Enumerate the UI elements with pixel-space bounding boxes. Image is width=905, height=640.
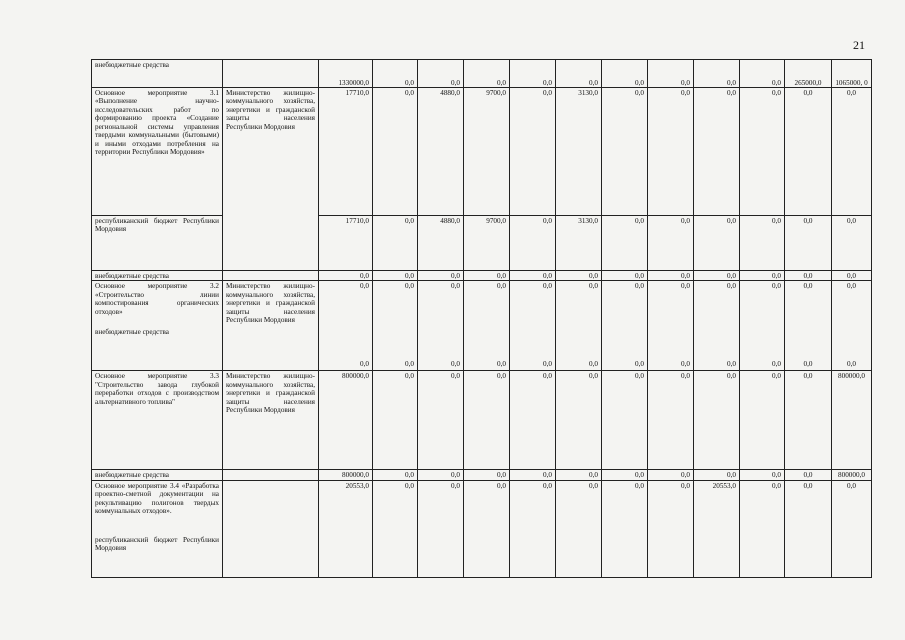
row0-col-9: 0,0: [694, 60, 740, 88]
value-top: 0,0: [405, 282, 414, 291]
measure-3-2-col-4: [464, 281, 510, 371]
measure-3-3-col-9: 0,0: [694, 371, 740, 470]
measure-3-4-col-1: 20553,0: [319, 480, 373, 577]
value-bottom: 0,0: [727, 360, 736, 368]
measure-3-2-col-7: [602, 281, 648, 371]
measure-3-3-col-5: 0,0: [510, 371, 556, 470]
table-row: [92, 480, 872, 577]
value-top: 0,0: [543, 282, 552, 291]
measure-3-4-col-11: 0,0: [785, 480, 832, 577]
measure-3-1-republic-col-10: 0,0: [740, 216, 785, 271]
value-top: 0,0: [772, 282, 781, 291]
value-top: 0,0: [635, 282, 644, 291]
measure-3-3-extrabudget-col-7: 0,0: [602, 470, 648, 480]
measure-3-3-extrabudget-label: внебюджетные средства: [92, 470, 223, 480]
measure-3-1-col-5: 0,0: [510, 88, 556, 216]
measure-3-1-republic-col-4: 9700,0: [464, 216, 510, 271]
table-row: [92, 281, 872, 371]
measure-3-2-sub-label: внебюджетные средства: [95, 328, 169, 337]
measure-3-2-label: Основное мероприятие 3.2 «Строительство линии компостирования органических отходов»: [95, 282, 219, 316]
value-top: 0,0: [360, 282, 369, 291]
value-bottom: 0,0: [497, 360, 506, 368]
measure-3-4-col-9: 20553,0: [694, 480, 740, 577]
measure-3-3-extrabudget-col-10: 0,0: [740, 470, 785, 480]
measure-3-1-col-9: 0,0: [694, 88, 740, 216]
measure-3-1-extrabudget-col-11: 0,0: [785, 271, 832, 281]
value-bottom: 0,0: [543, 360, 552, 368]
measure-3-1-republic-col-1: 17710,0: [319, 216, 373, 271]
value-top: 0,0: [451, 282, 460, 291]
row0-col-2: 0,0: [373, 60, 418, 88]
measure-3-3-col-11: 0,0: [785, 371, 832, 470]
measure-3-4-executor: [223, 480, 319, 577]
measure-3-3-col-8: 0,0: [648, 371, 694, 470]
measure-3-3-executor: Министерство жилищно-коммунального хозяйства, энергетики и гражданской защиты населения Республики Мордовия: [223, 371, 319, 470]
table-row: [92, 271, 872, 281]
measure-3-1-col-6: 3130,0: [556, 88, 602, 216]
page-number: 21: [853, 38, 865, 52]
measure-3-1-col-1: 17710,0: [319, 88, 373, 216]
executor-cell: [223, 60, 319, 88]
measure-3-2-col-6: [556, 281, 602, 371]
measure-3-1-extrabudget-col-5: 0,0: [510, 271, 556, 281]
measure-3-3-col-7: 0,0: [602, 371, 648, 470]
measure-3-4-label: Основное мероприятие 3.4 «Разработка проектно-сметной документации на рекультивацию полигонов твердых коммунальных отходов».: [95, 481, 219, 516]
measure-3-4-label-cell: [92, 480, 223, 577]
measure-3-2-col-5: [510, 281, 556, 371]
measure-3-1-republic-col-7: 0,0: [602, 216, 648, 271]
measure-3-1-extrabudget-col-3: 0,0: [418, 271, 464, 281]
measure-3-3-extrabudget-col-1: 800000,0: [319, 470, 373, 480]
measure-3-3-label: Основное мероприятие 3.3 "Строительство завода глубокой переработки отходов с производством альтернативного топлива": [92, 371, 223, 470]
measure-3-1-extrabudget-col-10: 0,0: [740, 271, 785, 281]
measure-3-4-col-2: 0,0: [373, 480, 418, 577]
measure-3-1-extrabudget-col-12: 0,0: [832, 271, 872, 281]
executor-cell: [223, 271, 319, 281]
table-row: [92, 60, 872, 88]
measure-3-4-col-10: 0,0: [740, 480, 785, 577]
measure-3-2-executor: Министерство жилищно-коммунального хозяйства, энергетики и гражданской защиты населения Республики Мордовия: [223, 281, 319, 371]
measure-3-1-extrabudget-col-8: 0,0: [648, 271, 694, 281]
measure-3-2-col-8: [648, 281, 694, 371]
measure-3-3-col-3: 0,0: [418, 371, 464, 470]
measure-3-1-republic-col-8: 0,0: [648, 216, 694, 271]
measure-3-1-extrabudget-col-4: 0,0: [464, 271, 510, 281]
measure-3-1-col-8: 0,0: [648, 88, 694, 216]
measure-3-2-col-10: [740, 281, 785, 371]
value-bottom: 0,0: [360, 360, 369, 368]
measure-3-1-republic-col-3: 4880,0: [418, 216, 464, 271]
measure-3-3-extrabudget-col-12: 800000,0: [832, 470, 872, 480]
measure-3-1-extrabudget-col-9: 0,0: [694, 271, 740, 281]
measure-3-1-republic-col-2: 0,0: [373, 216, 418, 271]
value-top: 0,0: [497, 282, 506, 291]
measure-3-1-col-2: 0,0: [373, 88, 418, 216]
measure-3-3-extrabudget-col-5: 0,0: [510, 470, 556, 480]
measure-3-3-col-1: 800000,0: [319, 371, 373, 470]
value-bottom: 0,0: [451, 360, 460, 368]
measure-3-4-col-3: 0,0: [418, 480, 464, 577]
measure-3-2-col-2: [373, 281, 418, 371]
measure-3-3-extrabudget-col-3: 0,0: [418, 470, 464, 480]
measure-3-1-col-12: 0,0: [832, 88, 872, 216]
row0-col-11: 265000,0: [785, 60, 832, 88]
measure-3-1-extrabudget-col-7: 0,0: [602, 271, 648, 281]
measure-3-1-republic-col-12: 0,0: [832, 216, 872, 271]
row0-col-3: 0,0: [418, 60, 464, 88]
value-top: 0,0: [589, 282, 598, 291]
measure-3-1-label: Основное мероприятие 3.1 «Выполнение научно-исследовательских работ по формированию проекта «Создание региональной системы управления твердыми коммунальными (бытовыми) и иными отходами потребления на территории Республики Мордовия»: [92, 88, 223, 216]
table-row: [92, 371, 872, 470]
measure-3-4-col-12: 0,0: [832, 480, 872, 577]
measure-3-4-col-4: 0,0: [464, 480, 510, 577]
measure-3-3-extrabudget-col-2: 0,0: [373, 470, 418, 480]
row0-col-7: 0,0: [602, 60, 648, 88]
measure-3-2-label-cell: [92, 281, 223, 371]
measure-3-3-col-2: 0,0: [373, 371, 418, 470]
row0-col-4: 0,0: [464, 60, 510, 88]
measure-3-1-col-10: 0,0: [740, 88, 785, 216]
value-bottom: 0,0: [405, 360, 414, 368]
measure-3-1-executor: Министерство жилищно-коммунального хозяйства, энергетики и гражданской защиты населения Республики Мордовия: [223, 88, 319, 271]
value-bottom: 0,0: [772, 360, 781, 368]
row0-col-10: 0,0: [740, 60, 785, 88]
row0-col-6: 0,0: [556, 60, 602, 88]
measure-3-1-republic-col-6: 3130,0: [556, 216, 602, 271]
measure-3-1-extrabudget-col-1: 0,0: [319, 271, 373, 281]
value-bottom: 0,0: [589, 360, 598, 368]
row0-col-5: 0,0: [510, 60, 556, 88]
measure-3-2-col-9: [694, 281, 740, 371]
value-bottom: 0,0: [635, 360, 644, 368]
measure-3-2-col-12: [832, 281, 872, 371]
measure-3-3-extrabudget-col-11: 0,0: [785, 470, 832, 480]
measure-3-3-col-6: 0,0: [556, 371, 602, 470]
value-bottom: 0,0: [803, 360, 813, 368]
measure-3-1-col-4: 9700,0: [464, 88, 510, 216]
measure-3-1-republic-col-11: 0,0: [785, 216, 832, 271]
value-top: 0,0: [681, 282, 690, 291]
measure-3-1-col-3: 4880,0: [418, 88, 464, 216]
measure-3-1-col-7: 0,0: [602, 88, 648, 216]
value-top: 0,0: [803, 282, 813, 291]
measure-3-1-republic-col-5: 0,0: [510, 216, 556, 271]
measure-3-4-sub-label: республиканский бюджет Республики Мордовия: [95, 535, 219, 553]
row0-col-1: 1330000,0: [319, 60, 373, 88]
measure-3-4-col-5: 0,0: [510, 480, 556, 577]
executor-cell: [223, 470, 319, 480]
value-bottom: 0,0: [681, 360, 690, 368]
measure-3-3-extrabudget-col-4: 0,0: [464, 470, 510, 480]
measure-3-1-extrabudget-col-2: 0,0: [373, 271, 418, 281]
row-label: внебюджетные средства: [92, 60, 223, 88]
table-row: [92, 216, 872, 271]
table-row: [92, 470, 872, 480]
row0-col-8: 0,0: [648, 60, 694, 88]
measure-3-3-extrabudget-col-8: 0,0: [648, 470, 694, 480]
budget-table: [91, 59, 872, 578]
value-top: 0,0: [727, 282, 736, 291]
measure-3-3-extrabudget-col-6: 0,0: [556, 470, 602, 480]
measure-3-3-extrabudget-col-9: 0,0: [694, 470, 740, 480]
measure-3-4-col-7: 0,0: [602, 480, 648, 577]
measure-3-3-col-12: 800000,0: [832, 371, 872, 470]
value-top: 0,0: [847, 282, 856, 291]
measure-3-3-col-4: 0,0: [464, 371, 510, 470]
measure-3-1-extrabudget-col-6: 0,0: [556, 271, 602, 281]
measure-3-2-col-1: [319, 281, 373, 371]
table-row: [92, 88, 872, 216]
measure-3-1-extrabudget-label: внебюджетные средства: [92, 271, 223, 281]
measure-3-4-col-6: 0,0: [556, 480, 602, 577]
measure-3-4-col-8: 0,0: [648, 480, 694, 577]
row0-col-12: 1065000, 0: [832, 60, 872, 88]
measure-3-2-col-11: [785, 281, 832, 371]
value-bottom: 0,0: [847, 360, 856, 368]
measure-3-1-republic-col-9: 0,0: [694, 216, 740, 271]
measure-3-3-col-10: 0,0: [740, 371, 785, 470]
measure-3-1-col-11: 0,0: [785, 88, 832, 216]
measure-3-2-col-3: [418, 281, 464, 371]
measure-3-1-republic-budget-label: республиканский бюджет Республики Мордовия: [92, 216, 223, 271]
